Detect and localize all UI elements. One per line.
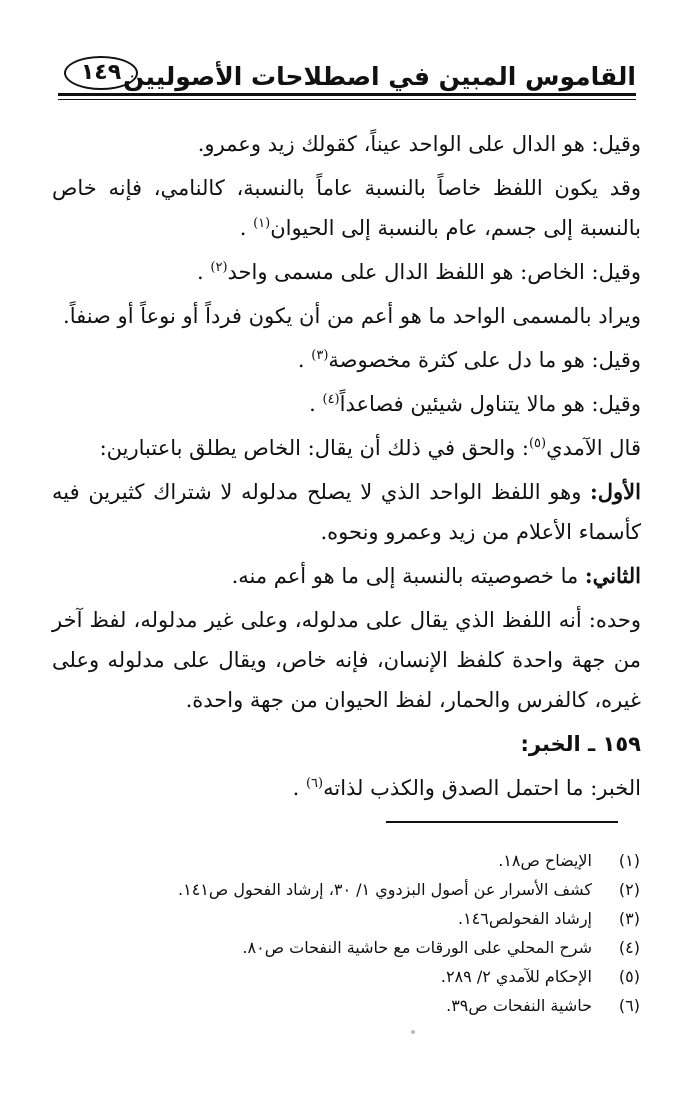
footnote-number: (٢) bbox=[618, 880, 640, 899]
footnote-separator bbox=[386, 821, 618, 823]
footnote-text: حاشية النفحات ص٣٩. bbox=[446, 996, 592, 1015]
scan-speck bbox=[411, 1030, 415, 1034]
footnote-number: (٣) bbox=[618, 909, 640, 928]
footnote-ref[interactable]: (٥) bbox=[528, 436, 547, 451]
term-label: الأول: bbox=[590, 479, 641, 504]
footnote-number: (٦) bbox=[618, 996, 640, 1015]
paragraph: وقيل: هو ما دل على كثرة مخصوصة$^{(٣)}$ . bbox=[297, 348, 641, 372]
footnote-text: شرح المحلي على الورقات مع حاشية النفحات ص٨٠. bbox=[242, 938, 592, 957]
paragraph: ويراد بالمسمى الواحد ما هو أعم من أن يكون فرداً أو نوعاً أو صنفاً. bbox=[63, 304, 641, 328]
book-title: القاموس المبين في اصطلاحات الأصوليين bbox=[123, 62, 636, 91]
footnote-text: إرشاد الفحولص١٤٦. bbox=[457, 909, 592, 928]
footnote-item bbox=[60, 846, 640, 875]
footnote-ref[interactable]: (٢) bbox=[210, 260, 228, 275]
footnote-ref[interactable]: (١) bbox=[253, 216, 271, 231]
main-text bbox=[52, 124, 641, 812]
paragraph: الثاني: ما خصوصيته بالنسبة إلى ما هو أعم منه. bbox=[231, 563, 641, 588]
footnote-item bbox=[60, 875, 640, 904]
footnote-item bbox=[60, 904, 640, 933]
paragraph: وحده: أنه اللفظ الذي يقال على مدلوله، وعلى غير مدلوله، لفظ آخر من جهة واحدة كلفظ الإنسان، فإنه خاص، ويقال على مدلوله وعلى غيره، كالفرس والحمار، لفظ الحيوان من جهة واحدة. bbox=[52, 608, 641, 712]
footnote-text: الإيضاح ص١٨. bbox=[498, 851, 592, 870]
footnote-number: (١) bbox=[618, 851, 640, 870]
paragraph: الخبر: ما احتمل الصدق والكذب لذاته$^{(٦)}$ . bbox=[292, 776, 641, 800]
paragraph: الأول: وهو اللفظ الواحد الذي لا يصلح مدلوله لا شتراك كثيرين فيه كأسماء الأعلام من زيد وعمرو ونحوه. bbox=[52, 479, 641, 544]
term-label: الثاني: bbox=[584, 563, 641, 588]
paragraph: قال الآمدي$^{(٥)}$: والحق في ذلك أن يقال: الخاص يطلق باعتبارين: bbox=[99, 436, 641, 460]
paragraph: وقد يكون اللفظ خاصاً بالنسبة عاماً بالنسبة، كالنامي، فإنه خاص بالنسبة إلى جسم، عام بالنسبة إلى الحيوان$^{(١)}$ . bbox=[52, 176, 641, 240]
running-header bbox=[58, 48, 636, 98]
paragraph: وقيل: هو مالا يتناول شيئين فصاعداً$^{(٤)}$ . bbox=[309, 392, 641, 416]
footnote-ref[interactable]: (٣) bbox=[311, 348, 329, 363]
footnote-text: الإحكام للآمدي ٢/ ٢٨٩. bbox=[440, 967, 592, 986]
header-rule-thick bbox=[58, 93, 636, 96]
paragraph: وقيل: هو الدال على الواحد عيناً، كقولك زيد وعمرو. bbox=[197, 132, 641, 156]
paragraph: وقيل: الخاص: هو اللفظ الدال على مسمى واحد$^{(٢)}$ . bbox=[197, 260, 641, 284]
footnote-text: كشف الأسرار عن أصول البزدوي ١/ ٣٠، إرشاد الفحول ص١٤١. bbox=[178, 880, 592, 899]
footnote-ref[interactable]: (٤) bbox=[322, 392, 340, 407]
footnote-ref[interactable]: (٦) bbox=[305, 776, 324, 791]
footnote-number: (٤) bbox=[618, 938, 640, 957]
header-rule-thin bbox=[58, 99, 636, 100]
page-number: ١٤٩ bbox=[64, 56, 138, 90]
footnote-item bbox=[60, 933, 640, 962]
footnote-item bbox=[60, 991, 640, 1020]
footnote-number: (٥) bbox=[618, 967, 640, 986]
footnotes bbox=[60, 846, 640, 1020]
footnote-item bbox=[60, 962, 640, 991]
section-heading: ١٥٩ ـ الخبر: bbox=[520, 732, 641, 756]
